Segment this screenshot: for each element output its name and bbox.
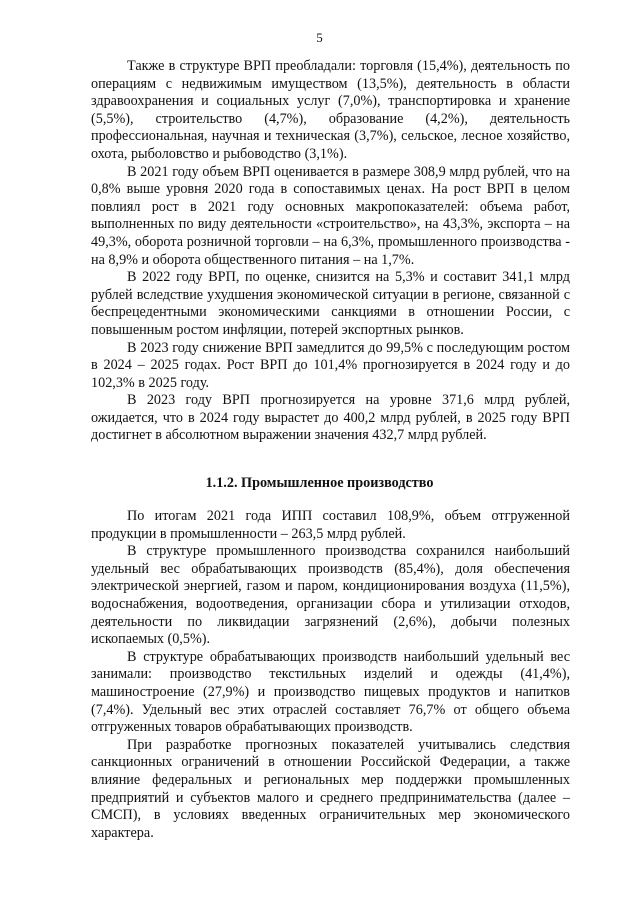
- paragraph-industrial-structure: В структуре промышленного производства сохранился наибольший удельный вес обрабатывающих производств (85,4%), доля обеспечения электрической энергией, газом и паром, кондиционирования воздуха (11,5%), водоснабжения, водоотведения, организации сбора и утилизации отходов, деятельности по ликвидации загрязнений (2,6%), добычи полезных ископаемых (0,5%).: [91, 543, 570, 648]
- paragraph-forecast-factors: При разработке прогнозных показателей учитывались следствия санкционных ограничений в отношении Российской Федерации, а также влияние федеральных и региональных мер поддержки промышленных предприятий и субъектов малого и среднего предпринимательства (далее – СМСП), в условиях введенных ограничительных мер экономического характера.: [91, 736, 570, 841]
- paragraph-ipp-2021: По итогам 2021 года ИПП составил 108,9%, объем отгруженной продукции в промышленности – 263,5 млрд рублей.: [91, 508, 570, 542]
- paragraph-gdp-2022: В 2022 году ВРП, по оценке, снизится на 5,3% и составит 341,1 млрд рублей вследствие ухудшения экономической ситуации в регионе, связанной с беспрецедентными экономическими санкциями в отношении России, с повышенным ростом инфляции, потерей экспортных рынков.: [91, 269, 570, 338]
- paragraph-gdp-2021: В 2021 году объем ВРП оценивается в размере 308,9 млрд рублей, что на 0,8% выше уровня 2020 года в сопоставимых ценах. На рост ВРП в целом повлиял рост в 2021 году основных макропоказателей: объема работ, выполненных по виду деятельности «строительство», на 43,3%, экспорта – на 49,3%, оборота розничной торговли – на 6,3%, промышленного производства - на 8,9% и оборота общественного питания – на 1,7%.: [91, 163, 570, 268]
- paragraph-gdp-2023-growth: В 2023 году снижение ВРП замедлится до 99,5% с последующим ростом в 2024 – 2025 годах. Рост ВРП до 101,4% прогнозируется в 2024 году и до 102,3% в 2025 году.: [91, 339, 570, 391]
- section-heading: 1.1.2. Промышленное производство: [205, 475, 434, 491]
- page-number: 5: [316, 30, 323, 45]
- paragraph-gdp-2023-forecast: В 2023 году ВРП прогнозируется на уровне 371,6 млрд рублей, ожидается, что в 2024 году вырастет до 400,2 млрд рублей, в 2025 году ВРП достигнет в абсолютном выражении значения 432,7 млрд рублей.: [91, 392, 570, 444]
- paragraph-manufacturing-structure: В структуре обрабатывающих производств наибольший удельный вес занимали: производство текстильных изделий и одежды (41,4%), машиностроение (27,9%) и производство пищевых продуктов и напитков (7,4%). Удельный вес этих отраслей составляет 76,7% от общего объема отгруженных товаров обрабатывающих производств.: [91, 648, 570, 736]
- body-text-upper: [91, 58, 570, 445]
- body-text-lower: [91, 508, 570, 842]
- paragraph-gdp-structure: Также в структуре ВРП преобладали: торговля (15,4%), деятельность по операциям с недвижимым имуществом (13,5%), деятельность в области здравоохранения и социальных услуг (7,0%), транспортировка и хранение (5,5%), строительство (4,7%), образование (4,2%), деятельность профессиональная, научная и техническая (3,7%), сельское, лесное хозяйство, охота, рыболовство и рыбоводство (3,1%).: [91, 58, 570, 162]
